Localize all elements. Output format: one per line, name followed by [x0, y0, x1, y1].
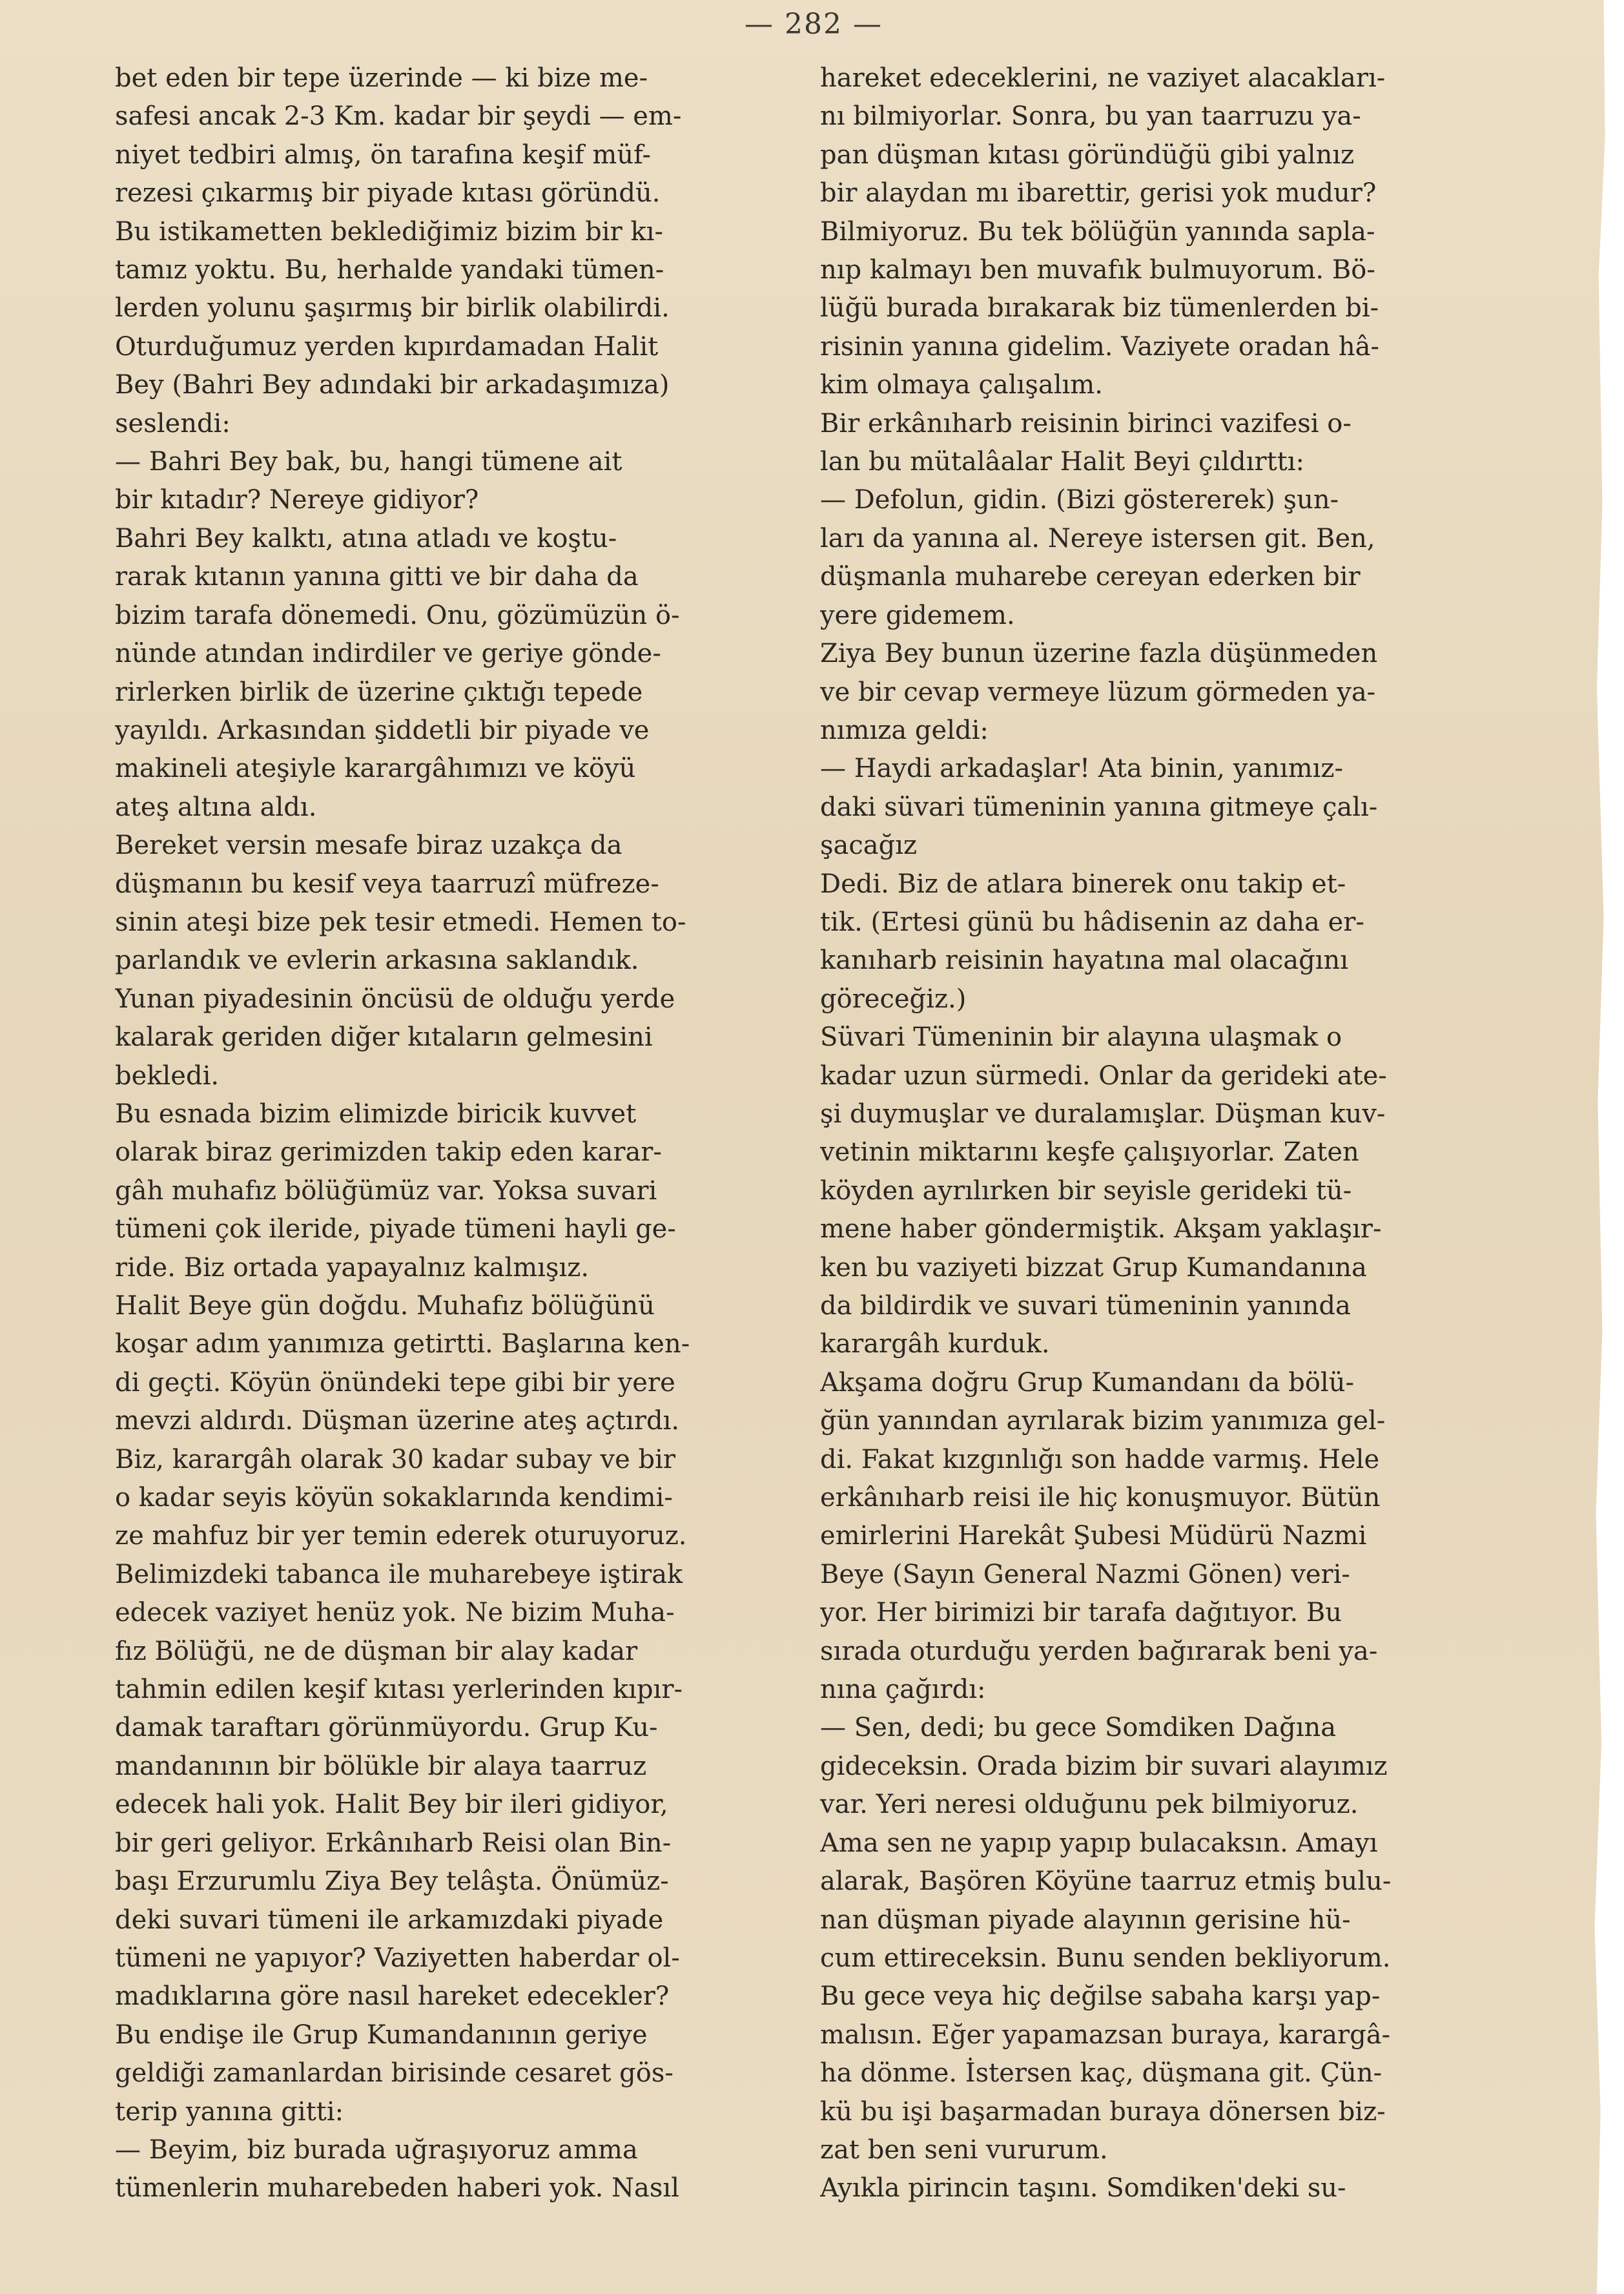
- text-line: olarak biraz gerimizden takip eden karar-: [115, 1137, 662, 1168]
- text-line: makineli ateşiyle karargâhımızı ve köyü: [115, 754, 636, 784]
- text-line: bir alaydan mı ibarettir, gerisi yok mudur?: [820, 178, 1377, 209]
- text-line: sinin ateşi bize pek tesir etmedi. Hemen to-: [115, 907, 686, 937]
- text-line: gideceksin. Orada bizim bir suvari alayımız: [820, 1751, 1388, 1781]
- text-line: vetinin miktarını keşfe çalışıyorlar. Zaten: [820, 1137, 1359, 1168]
- text-line: Oturduğumuz yerden kıpırdamadan Halit: [115, 331, 659, 362]
- text-line: daki süvari tümeninin yanına gitmeye çalı-: [820, 792, 1378, 822]
- text-line: seslendi:: [115, 408, 231, 439]
- text-line: bir geri geliyor. Erkânıharb Reisi olan Bin-: [115, 1828, 672, 1858]
- text-line: Ziya Bey bunun üzerine fazla düşünmeden: [820, 639, 1378, 669]
- text-line: di geçti. Köyün önündeki tepe gibi bir yere: [115, 1367, 675, 1398]
- text-line: tahmin edilen keşif kıtası yerlerinden kıpır-: [115, 1675, 683, 1705]
- text-line: Bu endişe ile Grup Kumandanının geriye: [115, 2020, 648, 2050]
- text-line: — Beyim, biz burada uğraşıyoruz amma: [115, 2134, 638, 2165]
- text-line: tamız yoktu. Bu, herhalde yandaki tümen-: [115, 255, 664, 285]
- text-line: Yunan piyadesinin öncüsü de olduğu yerde: [115, 984, 675, 1014]
- text-line: — Defolun, gidin. (Bizi göstererek) şun-: [820, 485, 1339, 515]
- text-line: bekledi.: [115, 1060, 220, 1091]
- text-line: geldiği zamanlardan birisinde cesaret gös-: [115, 2058, 673, 2089]
- text-line: parlandık ve evlerin arkasına saklandık.: [115, 946, 639, 976]
- text-line: kadar uzun sürmedi. Onlar da gerideki ate-: [820, 1060, 1387, 1091]
- text-line: köyden ayrılırken bir seyisle gerideki tü-: [820, 1175, 1352, 1206]
- text-line: ken bu vaziyeti bizzat Grup Kumandanına: [820, 1252, 1367, 1283]
- text-line: emirlerini Harekât Şubesi Müdürü Nazmi: [820, 1521, 1367, 1551]
- text-line: Bu gece veya hiç değilse sabaha karşı yap-: [820, 1981, 1381, 2012]
- text-line: yere gidemem.: [820, 600, 1015, 630]
- text-line: Ayıkla pirincin taşını. Somdiken'deki su-: [820, 2173, 1346, 2204]
- text-line: risinin yanına gidelim. Vaziyete oradan hâ-: [820, 331, 1379, 362]
- text-line: gâh muhafız bölüğümüz var. Yoksa suvari: [115, 1175, 657, 1206]
- text-line: nıp kalmayı ben muvafık bulmuyorum. Bö-: [820, 255, 1375, 285]
- text-line: Bu esnada bizim elimizde biricik kuvvet: [115, 1099, 637, 1129]
- text-line: rezesi çıkarmış bir piyade kıtası göründü.: [115, 178, 661, 209]
- text-line: cum ettireceksin. Bunu senden bekliyorum.: [820, 1943, 1391, 1973]
- text-line: Ama sen ne yapıp yapıp bulacaksın. Amayı: [820, 1828, 1378, 1858]
- text-line: bizim tarafa dönemedi. Onu, gözümüzün ö-: [115, 600, 680, 630]
- text-line: karargâh kurduk.: [820, 1329, 1050, 1359]
- text-line: düşmanla muharebe cereyan ederken bir: [820, 562, 1361, 592]
- text-line: — Bahri Bey bak, bu, hangi tümene ait: [115, 447, 622, 477]
- text-line: kü bu işi başarmadan buraya dönersen biz-: [820, 2096, 1386, 2127]
- text-line: sırada oturduğu yerden bağırarak beni ya-: [820, 1636, 1378, 1666]
- text-line: şi duymuşlar ve duralamışlar. Düşman kuv-: [820, 1099, 1386, 1129]
- text-line: nına çağırdı:: [820, 1675, 986, 1705]
- text-line: nünde atından indirdiler ve geriye gönde-: [115, 639, 661, 669]
- text-line: kanıharb reisinin hayatına mal olacağını: [820, 946, 1349, 976]
- text-line: edecek hali yok. Halit Bey bir ileri gidiyor,: [115, 1790, 668, 1820]
- text-line: pan düşman kıtası göründüğü gibi yalnız: [820, 140, 1355, 170]
- text-line: tümenlerin muharebeden haberi yok. Nasıl: [115, 2173, 680, 2204]
- text-line: nan düşman piyade alayının gerisine hü-: [820, 1905, 1351, 1935]
- text-line: Bilmiyoruz. Bu tek bölüğün yanında sapla-: [820, 216, 1375, 247]
- text-line: ha dönme. İstersen kaç, düşmana git. Çün-: [820, 2058, 1382, 2089]
- text-line: lüğü burada bırakarak biz tümenlerden bi-: [820, 293, 1379, 324]
- text-line: ride. Biz ortada yapayalnız kalmışız.: [115, 1252, 590, 1283]
- text-line: ze mahfuz bir yer temin ederek oturuyoruz.: [115, 1521, 687, 1551]
- text-line: ve bir cevap vermeye lüzum görmeden ya-: [820, 677, 1376, 707]
- text-line: bir kıtadır? Nereye gidiyor?: [115, 485, 479, 515]
- text-line: Beye (Sayın General Nazmi Gönen) veri-: [820, 1559, 1350, 1589]
- text-line: mevzi aldırdı. Düşman üzerine ateş açtırdı.: [115, 1406, 680, 1436]
- text-line: göreceğiz.): [820, 984, 967, 1014]
- text-line: nımıza geldi:: [820, 715, 989, 745]
- text-line: ları da yanına al. Nereye istersen git. Ben,: [820, 523, 1375, 553]
- text-line: Bereket versin mesafe biraz uzakça da: [115, 831, 622, 861]
- text-line: fız Bölüğü, ne de düşman bir alay kadar: [115, 1636, 638, 1666]
- text-line: o kadar seyis köyün sokaklarında kendimi-: [115, 1483, 673, 1513]
- text-line: Bu istikametten beklediğimiz bizim bir kı-: [115, 216, 664, 247]
- text-line: mandanının bir bölükle bir alaya taarruz: [115, 1751, 647, 1781]
- text-line: ğün yanından ayrılarak bizim yanımıza gel-: [820, 1406, 1386, 1436]
- text-line: Bey (Bahri Bey adındaki bir arkadaşımıza): [115, 370, 670, 400]
- text-line: lerden yolunu şaşırmış bir birlik olabilirdi.: [115, 293, 670, 324]
- text-line: Halit Beye gün doğdu. Muhafız bölüğünü: [115, 1291, 655, 1321]
- text-line: zat ben seni vururum.: [820, 2134, 1108, 2165]
- text-line: lan bu mütalâalar Halit Beyi çıldırttı:: [820, 447, 1304, 477]
- text-line: Süvari Tümeninin bir alayına ulaşmak o: [820, 1022, 1342, 1053]
- text-line: damak taraftarı görünmüyordu. Grup Ku-: [115, 1713, 658, 1743]
- text-line: Akşama doğru Grup Kumandanı da bölü-: [820, 1367, 1354, 1398]
- text-line: di. Fakat kızgınlığı son hadde varmış. Hele: [820, 1444, 1380, 1474]
- text-line: rirlerken birlik de üzerine çıktığı tepede: [115, 677, 643, 707]
- text-line: — Haydi arkadaşlar! Ata binin, yanımız-: [820, 754, 1344, 784]
- text-line: kim olmaya çalışalım.: [820, 370, 1103, 400]
- text-line: Biz, karargâh olarak 30 kadar subay ve bir: [115, 1444, 675, 1474]
- text-line: malısın. Eğer yapamazsan buraya, karargâ-: [820, 2020, 1391, 2050]
- text-line: terip yanına gitti:: [115, 2096, 344, 2127]
- text-line: rarak kıtanın yanına gitti ve bir daha da: [115, 562, 639, 592]
- text-line: mene haber göndermiştik. Akşam yaklaşır-: [820, 1214, 1382, 1245]
- text-line: bet eden bir tepe üzerinde — ki bize me-: [115, 63, 648, 93]
- text-line: düşmanın bu kesif veya taarruzî müfreze-: [115, 869, 659, 899]
- text-line: ateş altına aldı.: [115, 792, 317, 822]
- text-line: şacağız: [820, 831, 918, 861]
- text-column-left: [115, 59, 786, 2208]
- text-line: koşar adım yanımıza getirtti. Başlarına ken-: [115, 1329, 690, 1359]
- text-line: — Sen, dedi; bu gece Somdiken Dağına: [820, 1713, 1337, 1743]
- text-line: madıklarına göre nasıl hareket edecekler?: [115, 1981, 670, 2012]
- text-line: Bir erkânıharb reisinin birinci vazifesi o-: [820, 408, 1352, 439]
- text-column-right: [820, 59, 1466, 2208]
- text-line: deki suvari tümeni ile arkamızdaki piyade: [115, 1905, 664, 1935]
- text-line: safesi ancak 2-3 Km. kadar bir şeydi — em-: [115, 101, 682, 132]
- text-line: Belimizdeki tabanca ile muharebeye iştirak: [115, 1559, 683, 1589]
- text-line: tümeni ne yapıyor? Vaziyetten haberdar ol-: [115, 1943, 680, 1973]
- text-line: tik. (Ertesi günü bu hâdisenin az daha er-: [820, 907, 1364, 937]
- text-line: tümeni çok ileride, piyade tümeni hayli ge-: [115, 1214, 676, 1245]
- text-line: erkânıharb reisi ile hiç konuşmuyor. Bütün: [820, 1483, 1381, 1513]
- text-line: yayıldı. Arkasından şiddetli bir piyade ve: [115, 715, 650, 745]
- text-line: var. Yeri neresi olduğunu pek bilmiyoruz.: [820, 1790, 1359, 1820]
- text-line: Dedi. Biz de atlara binerek onu takip et-: [820, 869, 1346, 899]
- text-line: niyet tedbiri almış, ön tarafına keşif müf-: [115, 140, 652, 170]
- text-line: nı bilmiyorlar. Sonra, bu yan taarruzu ya-: [820, 101, 1361, 132]
- text-line: da bildirdik ve suvari tümeninin yanında: [820, 1291, 1351, 1321]
- page-number: — 282 —: [745, 8, 883, 41]
- text-line: alarak, Başören Köyüne taarruz etmiş bulu-: [820, 1866, 1392, 1897]
- text-line: Bahri Bey kalktı, atına atladı ve koştu-: [115, 523, 617, 553]
- text-line: hareket edeceklerini, ne vaziyet alacakları-: [820, 63, 1386, 93]
- text-line: edecek vaziyet henüz yok. Ne bizim Muha-: [115, 1598, 675, 1628]
- text-line: kalarak geriden diğer kıtaların gelmesini: [115, 1022, 653, 1053]
- text-line: başı Erzurumlu Ziya Bey telâşta. Önümüz-: [115, 1866, 669, 1897]
- text-line: yor. Her birimizi bir tarafa dağıtıyor. Bu: [820, 1598, 1342, 1628]
